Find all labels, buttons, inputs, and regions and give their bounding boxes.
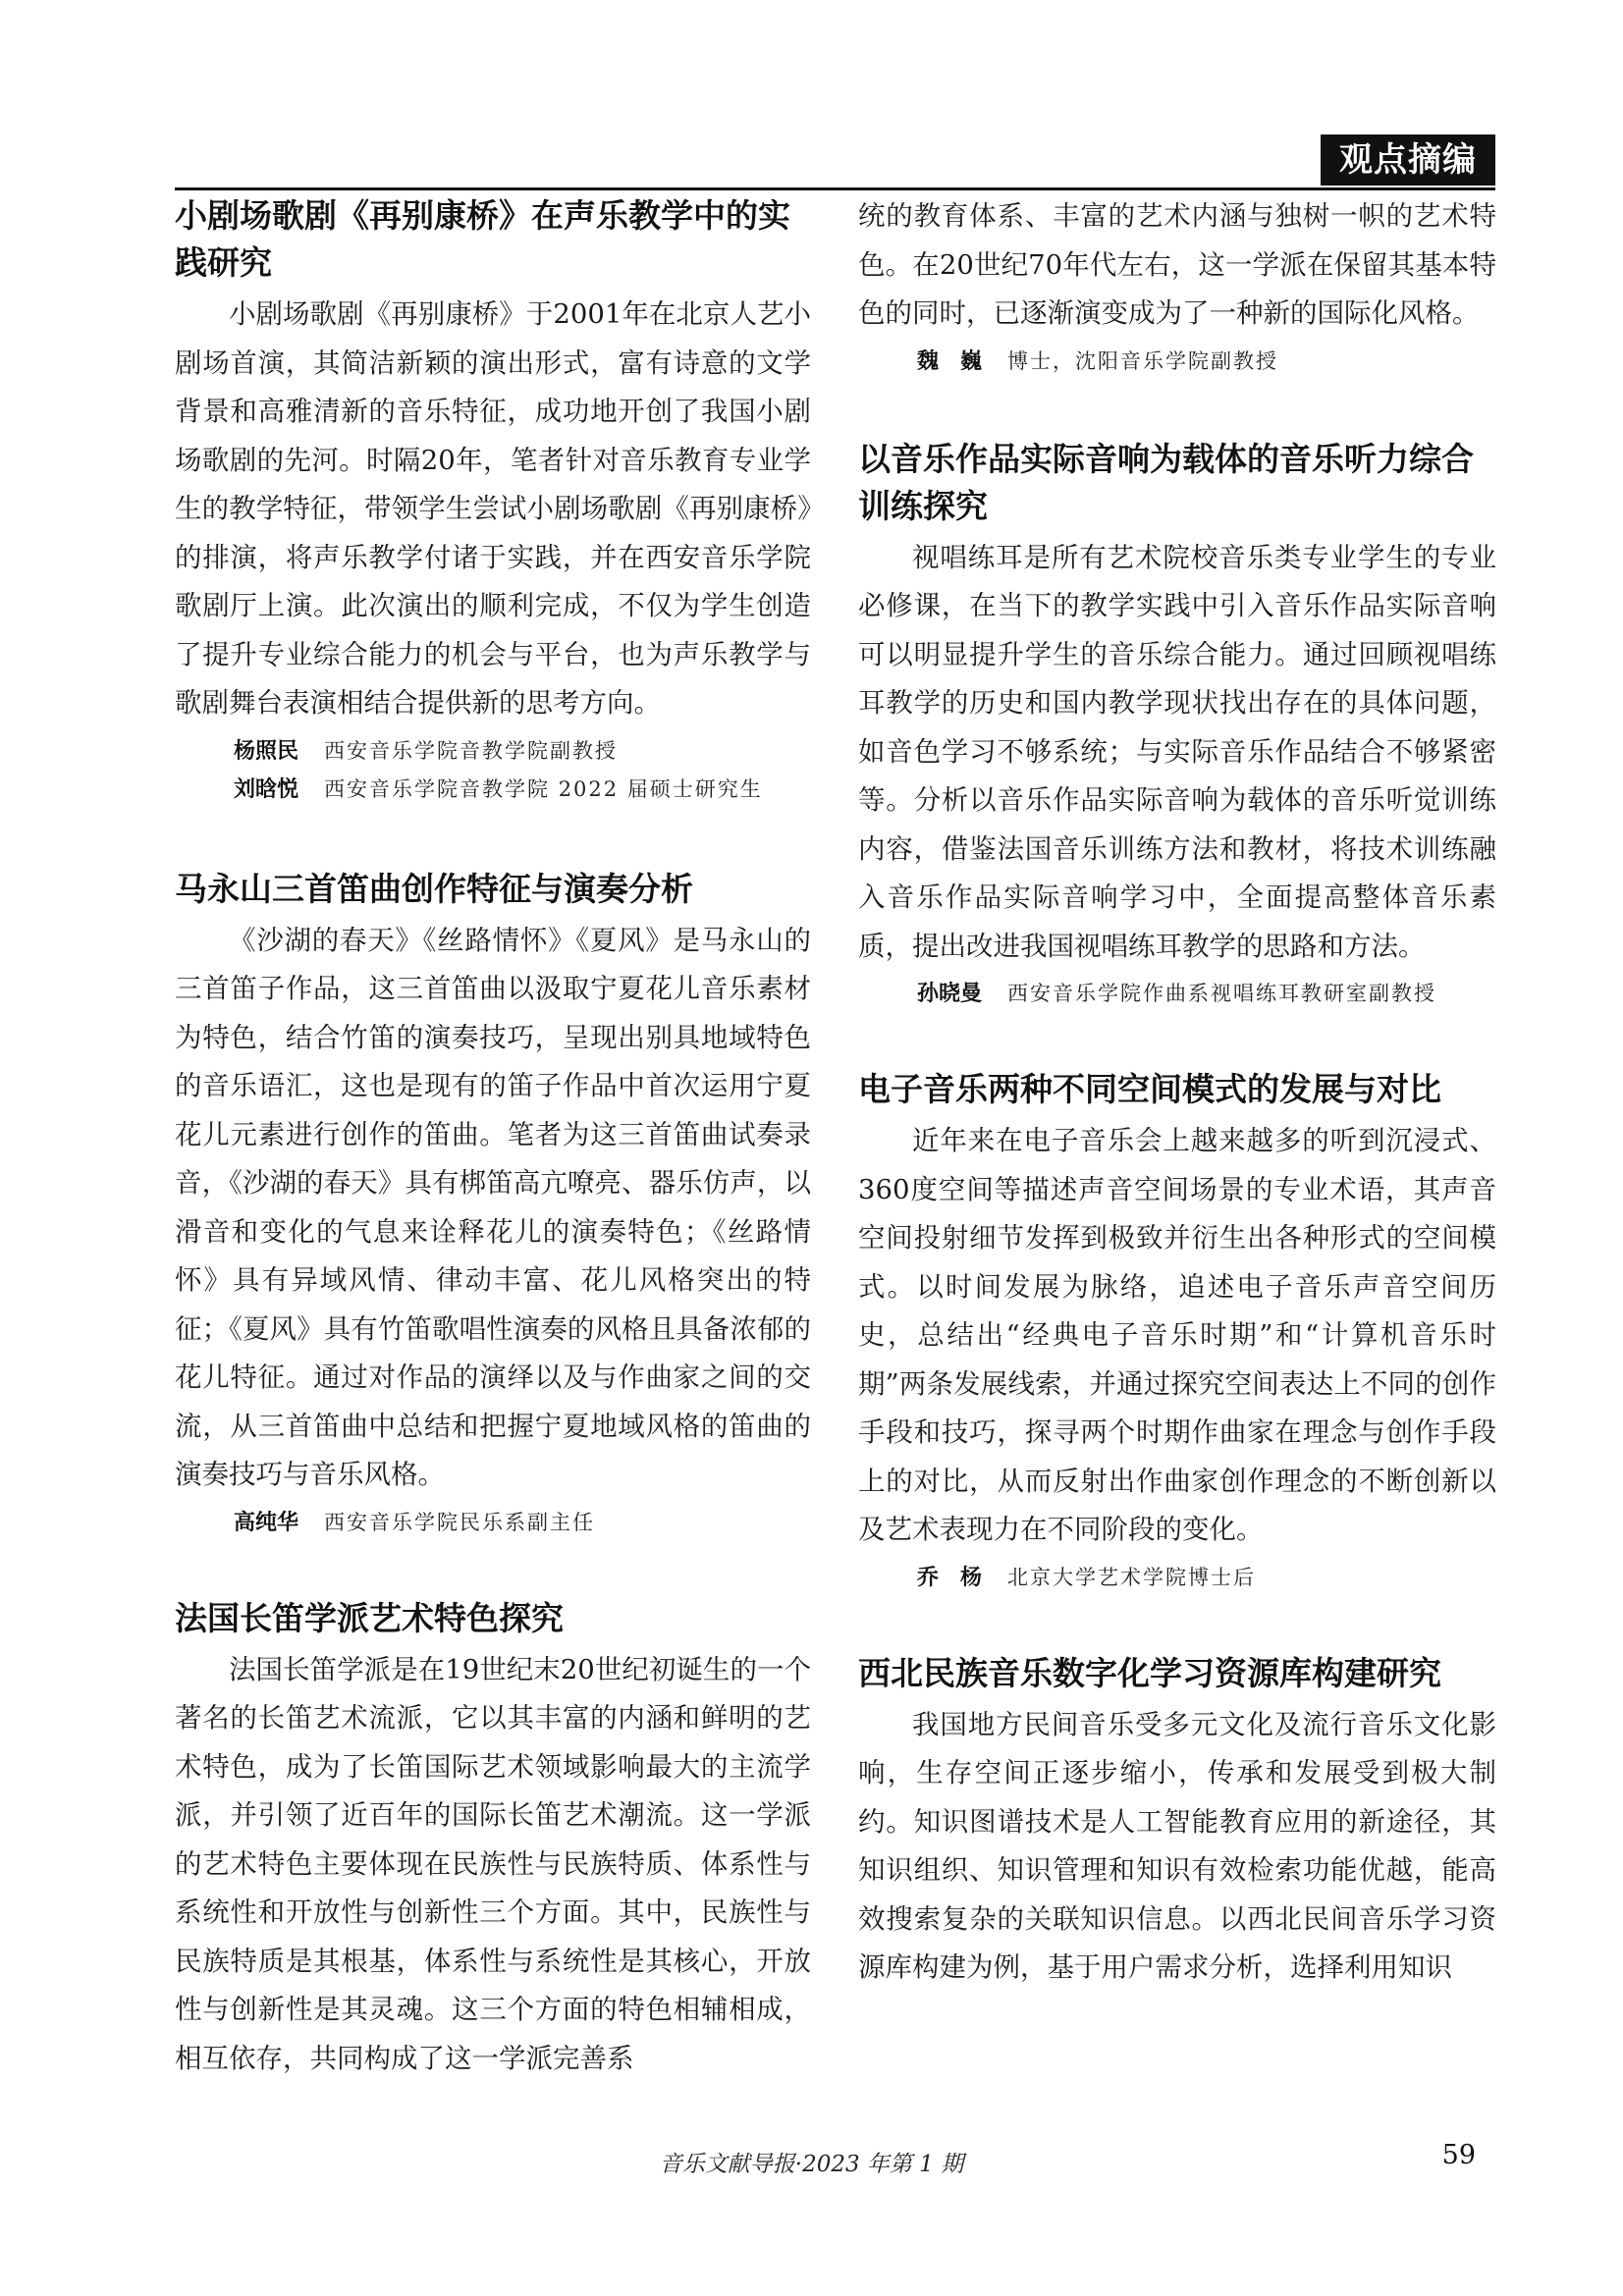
article — [175, 192, 811, 807]
article-title: 小剧场歌剧《再别康桥》在声乐教学中的实践研究 — [175, 196, 790, 282]
article-body: 小剧场歌剧《再别康桥》于2001年在北京人艺小剧场首演，其简洁新颖的演出形式，富有诗意的文学背景和高雅清新的音乐特征，成功地开创了我国小剧场歌剧的先河。时隔20年，笔者针对音乐教育专业学生的教学特征，带领学生尝试小剧场歌剧《再别康桥》的排演，将声乐教学付诸于实践，并在西安音乐学院歌剧厅上演。此次演出的顺利完成，不仅为学生创造了提升专业综合能力的机会与平台，也为声乐教学与歌剧舞台表演相结合提供新的思考方向。 — [175, 298, 811, 719]
article-continuation — [858, 192, 1496, 379]
article-title: 以音乐作品实际音响为载体的音乐听力综合训练探究 — [858, 439, 1474, 525]
article-title: 法国长笛学派艺术特色探究 — [175, 1598, 564, 1637]
author-affiliation: 西安音乐学院音教学院 2022 届硕士研究生 — [324, 776, 763, 801]
author-line — [175, 1506, 811, 1540]
right-column — [858, 192, 1496, 1993]
author-line — [858, 977, 1496, 1011]
author-affiliation: 北京大学艺术学院博士后 — [1007, 1565, 1257, 1589]
left-column — [175, 192, 811, 2083]
article-body: 近年来在电子音乐会上越来越多的听到沉浸式、360度空间等描述声音空间场景的专业术语，其声音空间投射细节发挥到极致并衍生出各种形式的空间模式。以时间发展为脉络，追述电子音乐声音空间历史，总结出“经典电子音乐时期”和“计算机音乐时期”两条发展线索，并通过探究空间表达上不同的创作手段和技巧，探寻两个时期作曲家在理念与创作手段上的对比，从而反射出作曲家创作理念的不断创新以及艺术表现力在不同阶段的变化。 — [858, 1125, 1496, 1545]
author-name: 孙晓曼 — [917, 982, 983, 1006]
header-rule — [175, 187, 1495, 190]
author-affiliation: 博士，沈阳音乐学院副教授 — [1007, 348, 1279, 373]
author-affiliation: 西安音乐学院作曲系视唱练耳教研室副教授 — [1007, 982, 1437, 1005]
author-line — [175, 773, 811, 807]
author-line — [858, 1561, 1496, 1595]
author-affiliation: 西安音乐学院民乐系副主任 — [324, 1510, 596, 1534]
article — [175, 866, 811, 1540]
section-tag: 观点摘编 — [1321, 134, 1495, 186]
author-name: 乔 杨 — [917, 1565, 983, 1590]
article — [858, 1066, 1496, 1595]
article-body: 视唱练耳是所有艺术院校音乐类专业学生的专业必修课，在当下的教学实践中引入音乐作品实际音响可以明显提升学生的音乐综合能力。通过回顾视唱练耳教学的历史和国内教学现状找出存在的具体问题，如音色学习不够系统；与实际音乐作品结合不够紧密等。分析以音乐作品实际音响为载体的音乐听觉训练内容，借鉴法国音乐训练方法和教材，将技术训练融入音乐作品实际音响学习中，全面提高整体音乐素质，提出改进我国视唱练耳教学的思路和方法。 — [858, 541, 1496, 962]
article — [175, 1595, 811, 2084]
article-body: 法国长笛学派是在19世纪末20世纪初诞生的一个著名的长笛艺术流派，它以其丰富的内涵和鲜明的艺术特色，成为了长笛国际艺术领域影响最大的主流学派，并引领了近百年的国际长笛艺术潮流。这一学派的艺术特色主要体现在民族性与民族特质、体系性与系统性和开放性与创新性三个方面。其中，民族性与民族特质是其根基，体系性与系统性是其核心，开放性与创新性是其灵魂。这三个方面的特色相辅相成，相互依存，共同构成了这一学派完善系 — [175, 1653, 811, 2074]
author-name: 刘晗悦 — [234, 776, 299, 802]
article-body: 我国地方民间音乐受多元文化及流行音乐文化影响，生存空间正逐步缩小，传承和发展受到极大制约。知识图谱技术是人工智能教育应用的新途径，其知识组织、知识管理和知识有效检索功能优越，能高效搜索复杂的关联知识信息。以西北民间音乐学习资源库构建为例，基于用户需求分析，选择利用知识 — [858, 1708, 1496, 1983]
author-line — [175, 734, 811, 769]
author-name: 高纯华 — [234, 1510, 299, 1535]
article — [858, 436, 1496, 1012]
author-name: 魏 巍 — [917, 348, 983, 374]
footer-journal: 音乐文献导报·2023 年第 1 期 — [659, 2152, 964, 2177]
article-body-continuation: 统的教育体系、丰富的艺术内涵与独树一帜的艺术特色。在20世纪70年代左右，这一学派在保留其基本特色的同时，已逐渐演变成为了一种新的国际化风格。 — [858, 200, 1496, 329]
author-affiliation: 西安音乐学院音教学院副教授 — [324, 738, 619, 763]
article-body: 《沙湖的春天》《丝路情怀》《夏风》是马永山的三首笛子作品，这三首笛曲以汲取宁夏花儿音乐素材为特色，结合竹笛的演奏技巧，呈现出别具地域特色的音乐语汇，这也是现有的笛子作品中首次运用宁夏花儿元素进行创作的笛曲。笔者为这三首笛曲试奏录音，《沙湖的春天》具有梆笛高亢嘹亮、器乐仿声，以滑音和变化的气息来诠释花儿的演奏特色；《丝路情怀》具有异域风情、律动丰富、花儿风格突出的特征；《夏风》具有竹笛歌唱性演奏的风格且具备浓郁的花儿特征。通过对作品的演绎以及与作曲家之间的交流，从三首笛曲中总结和把握宁夏地域风格的笛曲的演奏技巧与音乐风格。 — [175, 924, 811, 1490]
author-line — [858, 345, 1496, 379]
article-title: 电子音乐两种不同空间模式的发展与对比 — [858, 1070, 1441, 1108]
page-number: 59 — [1441, 2140, 1476, 2170]
article — [858, 1650, 1496, 1993]
article-title: 西北民族音乐数字化学习资源库构建研究 — [858, 1653, 1441, 1692]
article-title: 马永山三首笛曲创作特征与演奏分析 — [175, 869, 693, 908]
author-name: 杨照民 — [234, 738, 299, 764]
